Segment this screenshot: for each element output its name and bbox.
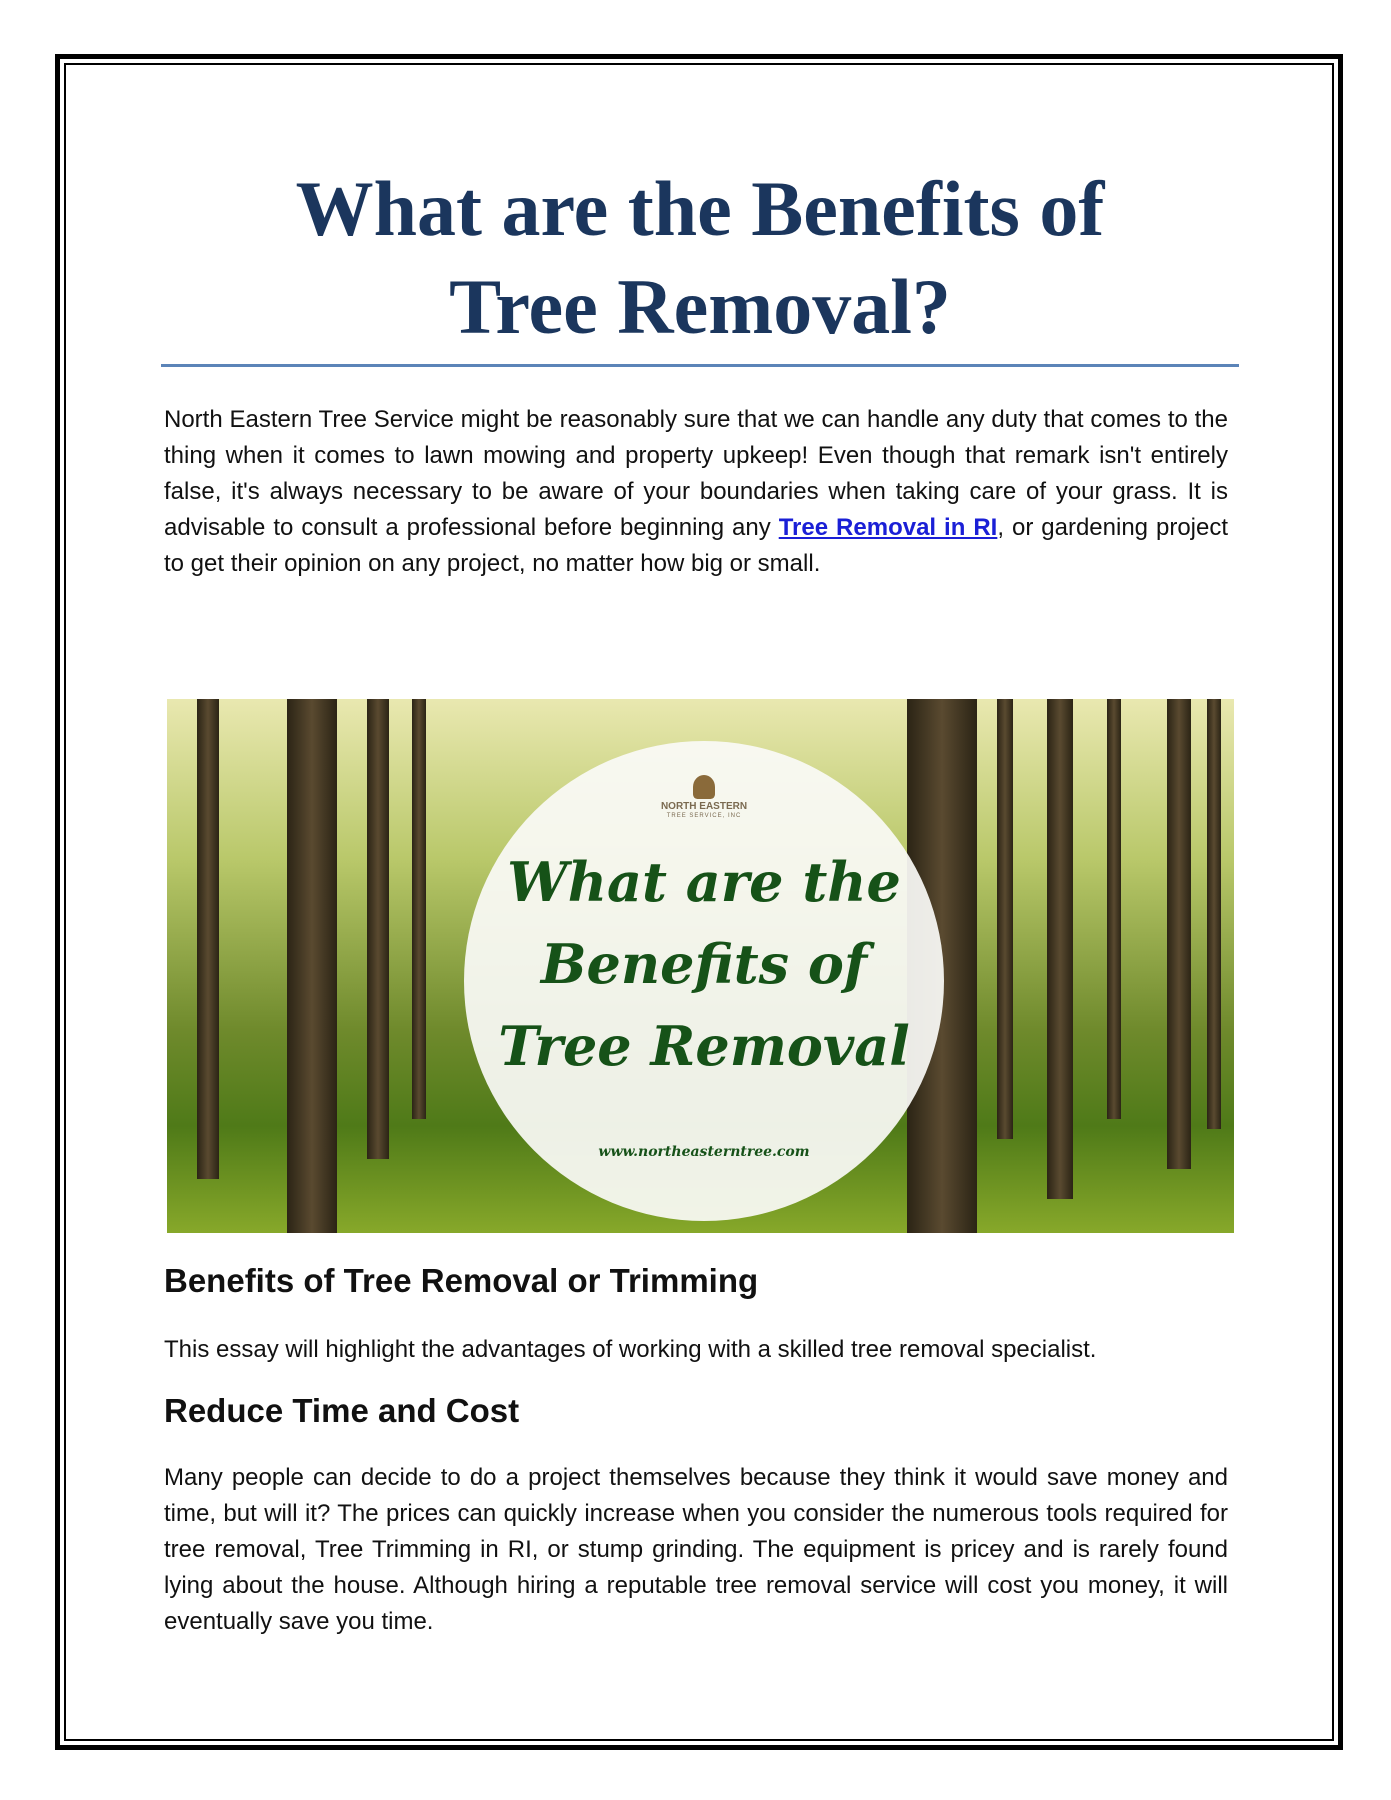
section-benefits-text: This essay will highlight the advantages of working with a skilled tree removal specialist. <box>164 1336 1097 1363</box>
title-line-2: Tree Removal? <box>449 263 951 350</box>
section-heading-reduce-cost: Reduce Time and Cost <box>164 1392 520 1429</box>
tree-logo-icon <box>693 775 715 799</box>
title-line-1: What are the Benefits of <box>295 165 1105 252</box>
hero-headline-line: Benefits of <box>540 932 868 996</box>
tree-removal-link[interactable]: Tree Removal in RI <box>778 514 998 541</box>
hero-image <box>167 699 1234 1233</box>
title-divider <box>161 364 1239 367</box>
hero-headline-line: What are the <box>507 850 901 914</box>
intro-text: North Eastern Tree Service might be reasonably sure that we can handle any duty that comes to the thing when it comes to lawn mowing and property upkeep! Even though that remark isn't entirely false, it's always necessary to be aware of your boundaries when taking care of your grass. It is advisable to consult a professional before beginning any <box>164 406 1228 541</box>
logo-name: NORTH EASTERN <box>660 801 748 812</box>
hero-url: www.northeasterntree.com <box>598 1144 810 1160</box>
logo-sub: TREE SERVICE, INC <box>666 813 742 819</box>
hero-headline <box>464 841 944 1087</box>
section-reduce-cost-text: Many people can decide to do a project themselves because they think it would save money and time, but will it? The prices can quickly increase when you consider the numerous tools required for tree removal, Tree Trimming in RI, or stump grinding. The equipment is pricey and is rarely found lying about the house. Although hiring a reputable tree removal service will cost you money, it will eventually save you time. <box>164 1464 1228 1635</box>
intro-text-end: , or gardening project to get their opinion on any project, no matter how big or small. <box>164 514 1229 577</box>
section-heading-benefits: Benefits of Tree Removal or Trimming <box>164 1262 759 1299</box>
page-title <box>161 160 1239 356</box>
hero-circle <box>464 741 944 1221</box>
intro-paragraph <box>164 402 1228 582</box>
hero-headline-line: Tree Removal <box>498 1014 910 1078</box>
